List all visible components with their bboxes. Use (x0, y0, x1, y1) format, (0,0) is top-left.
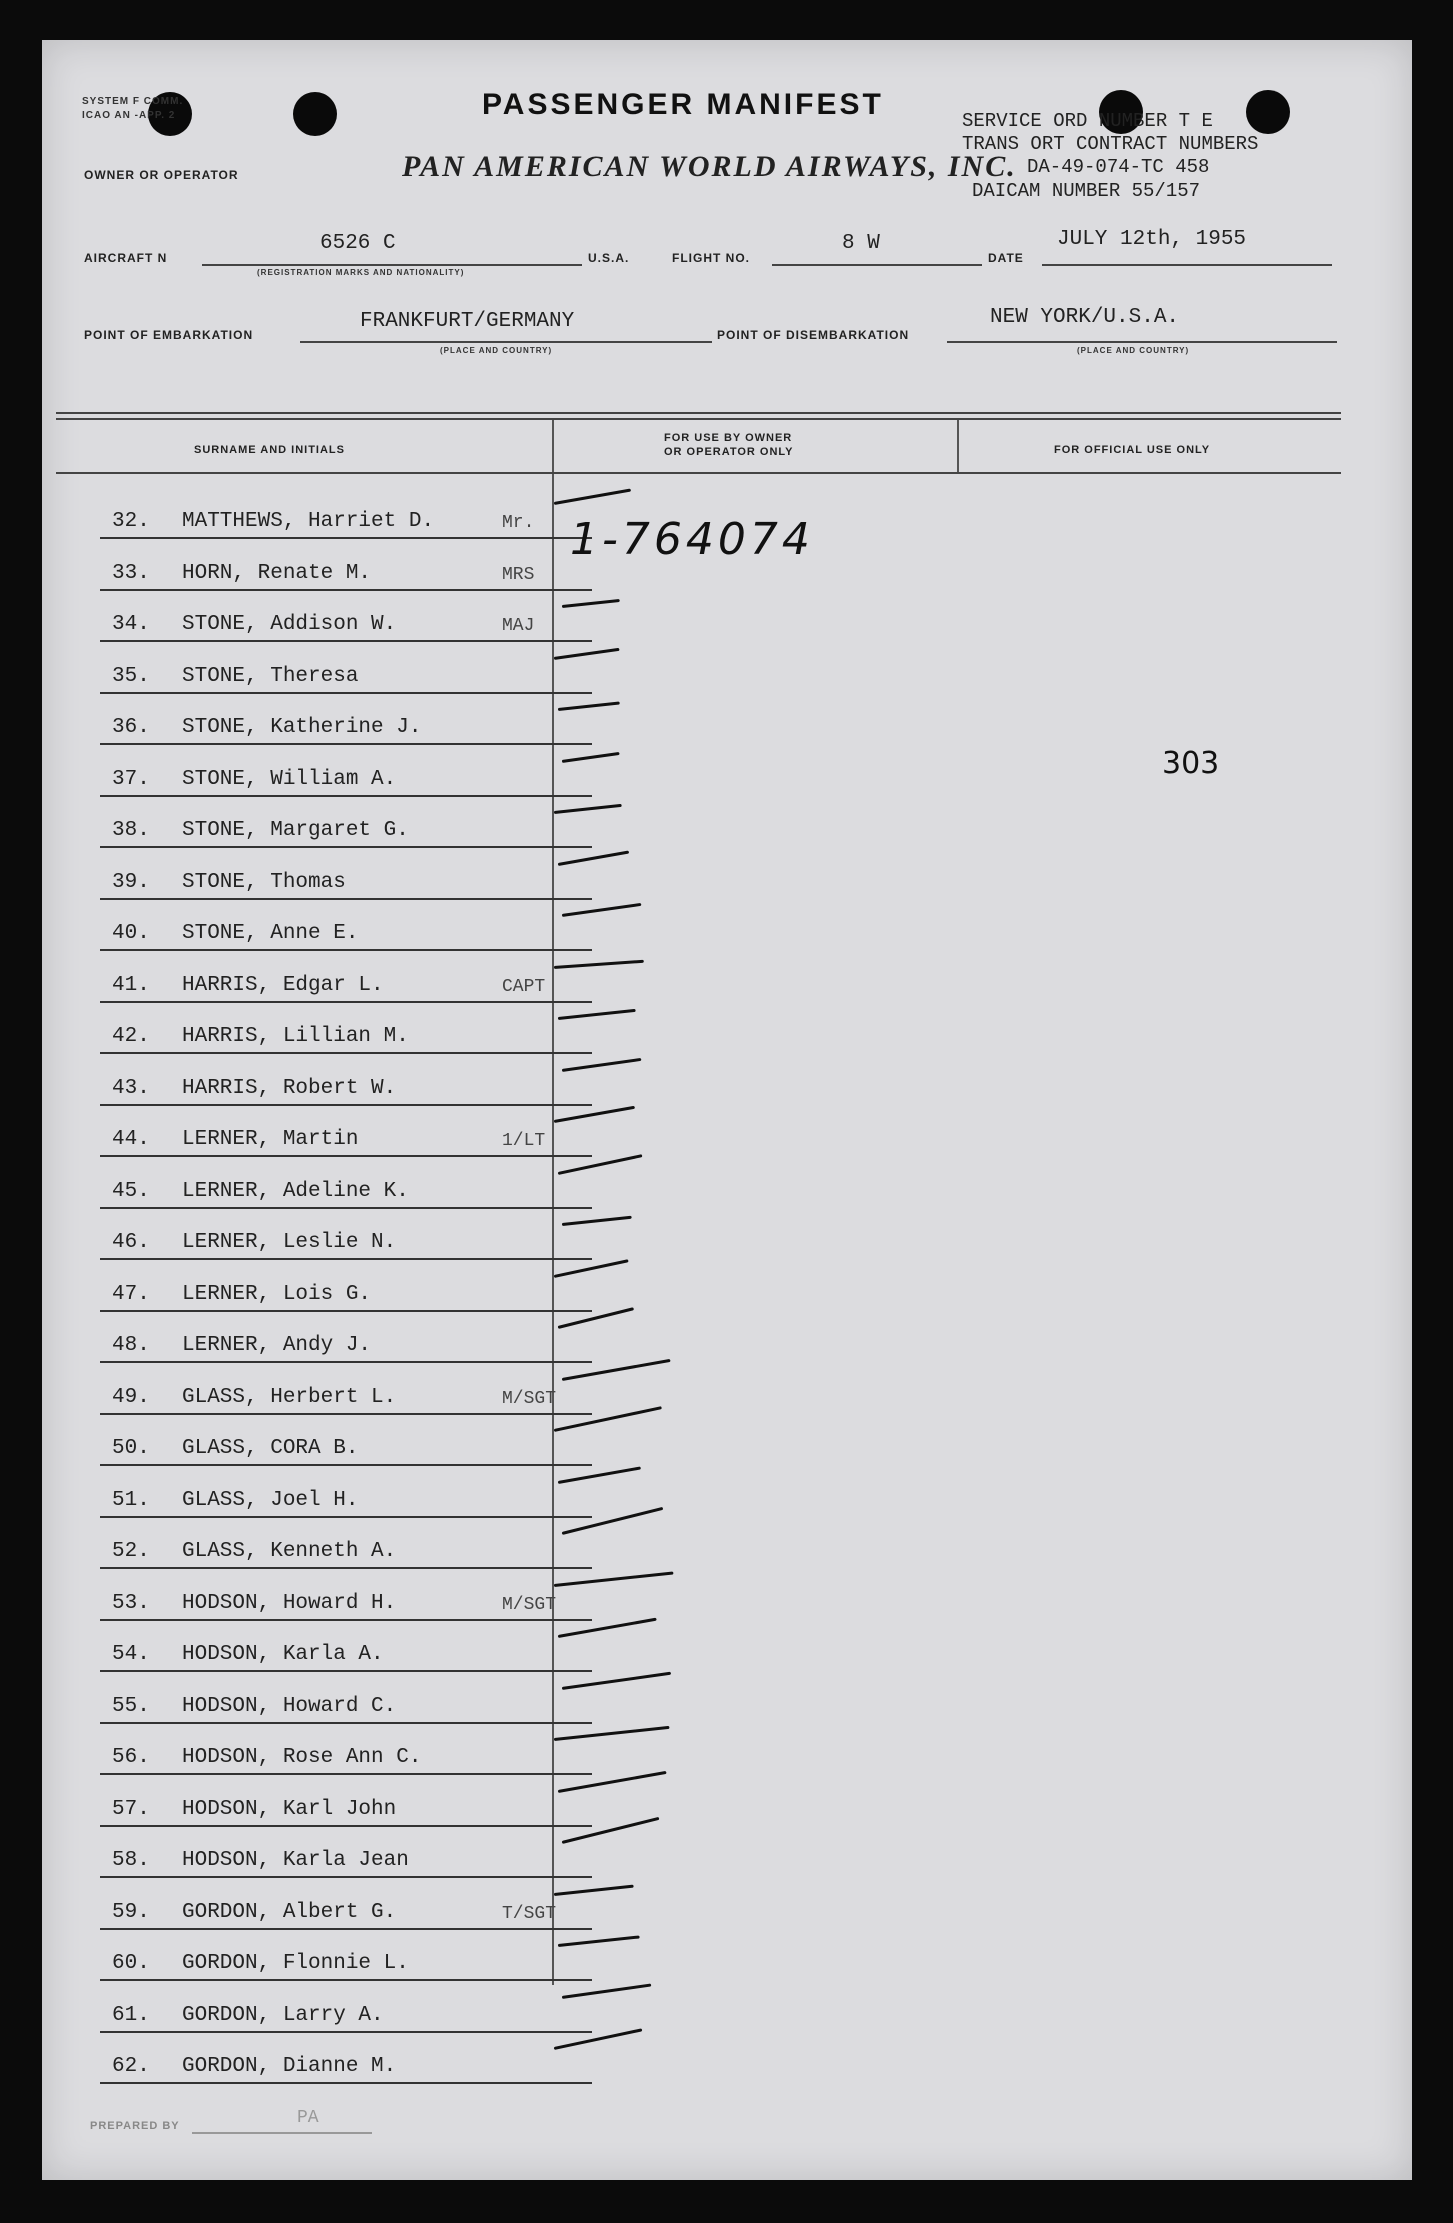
passenger-rank: MRS (502, 564, 535, 585)
page-title: PASSENGER MANIFEST (482, 88, 884, 121)
usa-label: U.S.A. (588, 251, 630, 265)
owner-label: OWNER OR OPERATOR (84, 168, 239, 182)
disembark-label: POINT OF DISEMBARKATION (717, 328, 910, 342)
passenger-number: 39. (112, 870, 150, 894)
passenger-name: GORDON, Albert G. (182, 1900, 397, 1924)
passenger-number: 35. (112, 664, 150, 688)
passenger-number: 61. (112, 2003, 150, 2027)
flight-rule (772, 264, 982, 266)
table-row (100, 2033, 592, 2084)
col-owner-1: FOR USE BY OWNER (664, 432, 793, 444)
prepared-rule (192, 2132, 372, 2134)
punch-hole (1246, 90, 1290, 134)
passenger-number: 32. (112, 510, 150, 533)
table-top-rule-2 (56, 418, 1341, 420)
aircraft-value: 6526 C (320, 232, 396, 255)
table-row (100, 1106, 592, 1157)
passenger-number: 41. (112, 973, 150, 997)
table-row (100, 900, 592, 951)
flight-label: FLIGHT NO. (672, 251, 750, 265)
table-header-rule (56, 472, 1341, 474)
passenger-name: GORDON, Flonnie L. (182, 1952, 409, 1975)
table-top-rule (56, 412, 1341, 414)
table-row (100, 1673, 592, 1724)
col-surname: SURNAME AND INITIALS (194, 444, 345, 456)
disembark-rule (947, 341, 1337, 343)
table-row (100, 1312, 592, 1363)
official-col-divider (957, 420, 959, 474)
punch-hole (293, 92, 337, 136)
passenger-number: 42. (112, 1025, 150, 1048)
passenger-number: 51. (112, 1488, 150, 1512)
aircraft-sub: (REGISTRATION MARKS AND NATIONALITY) (257, 268, 465, 277)
embark-value: FRANKFURT/GERMANY (360, 310, 575, 333)
passenger-rank: M/SGT (502, 1388, 557, 1409)
passenger-number: 52. (112, 1540, 150, 1563)
passenger-rank: MAJ (502, 616, 535, 636)
passenger-name: STONE, William A. (182, 767, 397, 791)
date-rule (1042, 264, 1332, 266)
passenger-number: 40. (112, 922, 150, 945)
table-row (100, 1827, 592, 1878)
aircraft-rule (202, 264, 582, 266)
passenger-name: LERNER, Adeline K. (182, 1179, 409, 1203)
passenger-name: STONE, Katherine J. (182, 716, 422, 739)
passenger-name: GLASS, Kenneth A. (182, 1540, 397, 1563)
table-row (100, 952, 592, 1003)
passenger-number: 36. (112, 716, 150, 739)
passenger-name: HARRIS, Robert W. (182, 1076, 397, 1100)
passenger-name: LERNER, Leslie N. (182, 1231, 397, 1254)
flight-value: 8 W (842, 232, 880, 255)
passenger-name: GORDON, Larry A. (182, 2003, 384, 2027)
passenger-name: HARRIS, Edgar L. (182, 973, 384, 997)
table-row (100, 1003, 592, 1054)
passenger-name: GLASS, Herbert L. (182, 1385, 397, 1409)
approval-line-1: SYSTEM F COMM. (82, 96, 184, 107)
passenger-name: STONE, Theresa (182, 664, 359, 688)
table-row (100, 849, 592, 900)
passenger-number: 53. (112, 1591, 150, 1615)
passenger-number: 48. (112, 1334, 150, 1357)
table-row (100, 1415, 592, 1466)
manifest-sheet (42, 40, 1412, 2180)
table-row (100, 591, 592, 642)
table-row (100, 1621, 592, 1672)
table-row (100, 746, 592, 797)
table-row (100, 1930, 592, 1981)
passenger-name: MATTHEWS, Harriet D. (182, 510, 435, 533)
passenger-name: HODSON, Howard H. (182, 1591, 397, 1615)
passenger-number: 60. (112, 1952, 150, 1975)
passenger-rank: CAPT (502, 976, 546, 997)
passenger-name: HORN, Renate M. (182, 561, 372, 585)
passenger-name: GLASS, Joel H. (182, 1488, 359, 1512)
table-row (100, 1724, 592, 1775)
passenger-rank: M/SGT (502, 1594, 557, 1615)
passenger-name: HODSON, Karl John (182, 1797, 397, 1821)
table-row (100, 1158, 592, 1209)
passenger-number: 58. (112, 1849, 150, 1872)
table-row (100, 694, 592, 745)
contract-number: DA-49-074-TC 458 (1027, 156, 1210, 178)
passenger-number: 55. (112, 1694, 150, 1718)
passenger-number: 33. (112, 561, 150, 585)
page-number: 303 (1162, 746, 1220, 781)
date-label: DATE (988, 251, 1024, 265)
passenger-name: HODSON, Karla Jean (182, 1849, 409, 1872)
embark-label: POINT OF EMBARKATION (84, 328, 254, 342)
table-row (100, 1467, 592, 1518)
passenger-number: 45. (112, 1179, 150, 1203)
table-row (100, 540, 592, 591)
passenger-name: GORDON, Dianne M. (182, 2055, 397, 2078)
passenger-number: 47. (112, 1282, 150, 1306)
daicam-number: DAICAM NUMBER 55/157 (972, 180, 1201, 202)
embark-rule (300, 341, 712, 343)
passenger-number: 38. (112, 819, 150, 842)
passenger-name: STONE, Thomas (182, 870, 346, 894)
passenger-number: 43. (112, 1076, 150, 1100)
row-rule (100, 2082, 592, 2084)
table-row (100, 488, 592, 539)
passenger-number: 54. (112, 1643, 150, 1666)
passenger-number: 59. (112, 1900, 150, 1924)
passenger-name: HARRIS, Lillian M. (182, 1025, 409, 1048)
table-row (100, 1570, 592, 1621)
approval-line-2: ICAO AN -APP. 2 (82, 110, 176, 121)
passenger-number: 46. (112, 1231, 150, 1254)
passenger-name: GLASS, CORA B. (182, 1437, 359, 1460)
passenger-name: HODSON, Howard C. (182, 1694, 397, 1718)
table-row (100, 1261, 592, 1312)
passenger-name: LERNER, Lois G. (182, 1282, 372, 1306)
handwritten-ticket-number: 1-764074 (570, 514, 814, 565)
passenger-number: 50. (112, 1437, 150, 1460)
passenger-number: 34. (112, 613, 150, 636)
passenger-name: STONE, Margaret G. (182, 819, 409, 842)
passenger-number: 62. (112, 2055, 150, 2078)
passenger-name: LERNER, Martin (182, 1128, 359, 1151)
disembark-value: NEW YORK/U.S.A. (990, 306, 1180, 329)
table-row (100, 1364, 592, 1415)
service-line-1: SERVICE ORD NUMBER T E (962, 110, 1213, 132)
passenger-name: HODSON, Karla A. (182, 1643, 384, 1666)
disembark-sub: (PLACE AND COUNTRY) (1077, 346, 1190, 355)
passenger-rank: T/SGT (502, 1903, 557, 1924)
table-row (100, 1055, 592, 1106)
table-row (100, 1982, 592, 2033)
col-official: FOR OFFICIAL USE ONLY (1054, 444, 1211, 456)
passenger-name: LERNER, Andy J. (182, 1334, 372, 1357)
prepared-label: PREPARED BY (90, 2120, 180, 2132)
embark-sub: (PLACE AND COUNTRY) (440, 346, 553, 355)
passenger-number: 49. (112, 1385, 150, 1409)
date-value: JULY 12th, 1955 (1057, 228, 1247, 251)
aircraft-label: AIRCRAFT N (84, 251, 168, 265)
table-row (100, 797, 592, 848)
passenger-rank: 1/LT (502, 1131, 546, 1151)
table-row (100, 1518, 592, 1569)
prepared-value: PA (297, 2108, 319, 2128)
passenger-rank: Mr. (502, 513, 535, 533)
passenger-name: HODSON, Rose Ann C. (182, 1746, 422, 1769)
service-line-2: TRANS ORT CONTRACT NUMBERS (962, 133, 1259, 155)
passenger-number: 57. (112, 1797, 150, 1821)
passenger-number: 44. (112, 1128, 150, 1151)
airline-name: PAN AMERICAN WORLD AIRWAYS, INC. (402, 150, 1017, 183)
passenger-number: 56. (112, 1746, 150, 1769)
table-row (100, 643, 592, 694)
col-owner-2: OR OPERATOR ONLY (664, 446, 794, 458)
table-row (100, 1879, 592, 1930)
table-row (100, 1776, 592, 1827)
passenger-name: STONE, Anne E. (182, 922, 359, 945)
passenger-name: STONE, Addison W. (182, 613, 397, 636)
table-row (100, 1209, 592, 1260)
passenger-number: 37. (112, 767, 150, 791)
